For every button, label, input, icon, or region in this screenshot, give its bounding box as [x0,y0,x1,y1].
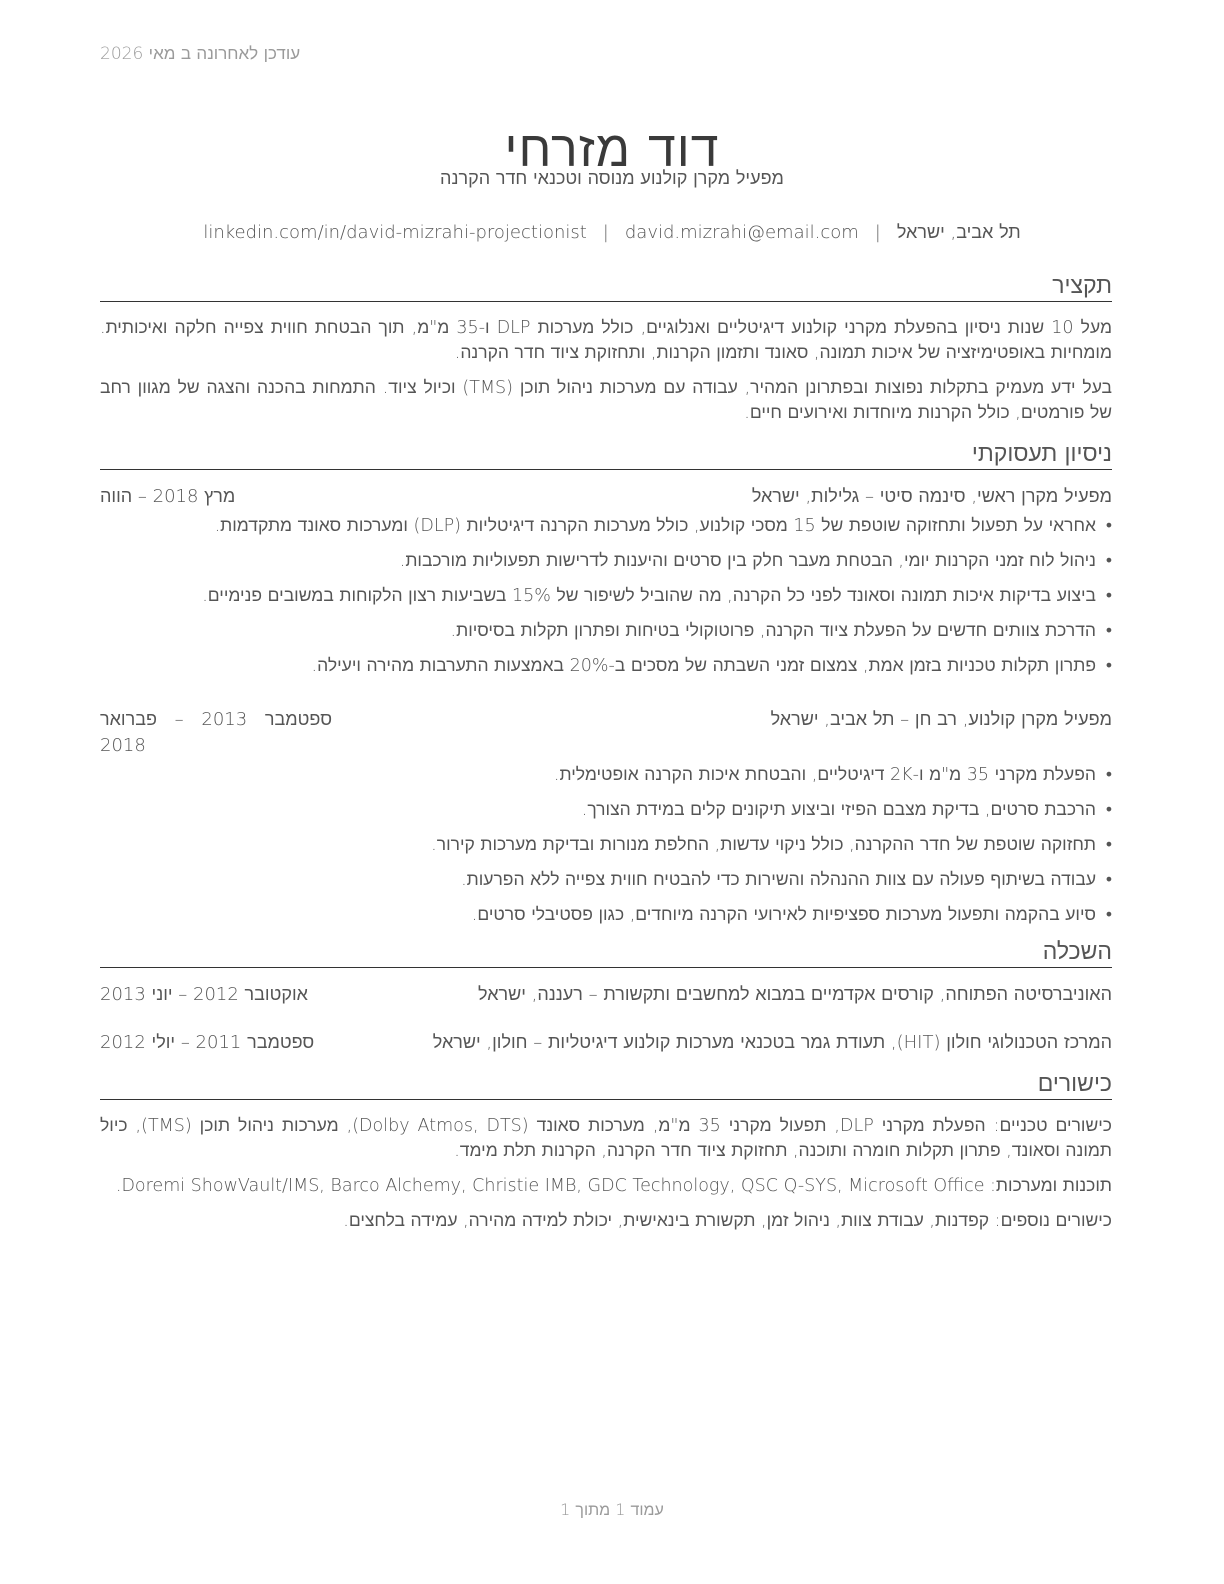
education-entry [100,1030,1112,1056]
page-number: עמוד 1 מתוך 1 [560,1500,664,1519]
contact-separator: | [874,222,881,243]
job-title: מפעיל מקרן ראשי, סינמה סיטי – גלילות, ישראל [751,486,1112,507]
list-item: • אחראי על תפעול ותחזוקה שוטפת של 15 מסכי קולנוע, כולל מערכות הקרנה דיגיטליות (DLP) ומערכות סאונד מתקדמות. [100,514,1112,539]
job-bullets [100,763,1112,928]
list-item: • הפעלת מקרני 35 מ"מ ו-2K דיגיטליים, והבטחת איכות הקרנה אופטימלית. [100,763,1112,788]
job-entry [100,707,1112,928]
summary-paragraph: בעל ידע מעמיק בתקלות נפוצות ובפתרונן המהיר, עבודה עם מערכות ניהול תוכן (TMS) וכיול ציוד. התמחות בהכנה והצגה של מגוון רחב של פורמטים, כולל הקרנות מיוחדות ואירועים חיים. [100,378,1112,423]
contact-line [0,222,1224,243]
skills-line: כישורים טכניים: הפעלת מקרני DLP, תפעול מקרני 35 מ"מ, מערכות סאונד (Dolby Atmos, DTS), מערכות ניהול תוכן (TMS), כיול תמונה וסאונד, פתרון תקלות חומרה ותוכנה, תחזוקת ציוד חדר הקרנה, הקרנות תלת מימד. [100,1116,1112,1161]
resume-name: דוד מזרחי [504,119,720,178]
job-header [100,707,1112,759]
list-item: • עבודה בשיתוף פעולה עם צוות ההנהלה והשירות כדי להבטיח חווית צפייה ללא הפרעות. [100,868,1112,893]
job-title: מפעיל מקרן קולנוע, רב חן – תל אביב, ישראל [770,709,1112,730]
education-entry [100,982,1112,1008]
section-title-education: השכלה [100,938,1112,968]
job-entry [100,484,1112,679]
contact-location: תל אביב, ישראל [896,222,1021,243]
job-header [100,484,1112,510]
section-title-skills: כישורים [100,1070,1112,1100]
resume-body [100,272,1112,1234]
experience-section [100,440,1112,928]
job-dates: ספטמבר 2013 – פברואר 2018 [100,709,332,756]
list-item: • הדרכת צוותים חדשים על הפעלת ציוד הקרנה, פרוטוקולי בטיחות ופתרון תקלות בסיסיות. [100,619,1112,644]
skills-line: כישורים נוספים: קפדנות, עבודת צוות, ניהול זמן, תקשורת בינאישית, יכולת למידה מהירה, עמידה בלחצים. [343,1211,1112,1231]
list-item: • פתרון תקלות טכניות בזמן אמת, צמצום זמני השבתה של מסכים ב-20% באמצעות התערבות מהירה ויעילה. [100,654,1112,679]
job-dates: מרץ 2018 – הווה [100,486,236,507]
contact-linkedin[interactable]: linkedin.com/in/david-mizrahi-projectionist [203,222,587,243]
list-item: • הרכבת סרטים, בדיקת מצבם הפיזי וביצוע תיקונים קלים במידת הצורך. [100,798,1112,823]
education-dates: ספטמבר 2011 – יולי 2012 [100,1032,315,1053]
list-item: • ניהול לוח זמני הקרנות יומי, הבטחת מעבר חלק בין סרטים והיענות לדרישות תפעוליות מורכבות. [100,549,1112,574]
contact-separator: | [602,222,609,243]
list-item: • תחזוקה שוטפת של חדר ההקרנה, כולל ניקוי עדשות, החלפת מנורות ובדיקת מערכות קירור. [100,833,1112,858]
summary-paragraph: מעל 10 שנות ניסיון בהפעלת מקרני קולנוע דיגיטליים ואנלוגיים, כולל מערכות DLP ו-35 מ"מ, תוך הבטחת חווית צפייה חלקה ואיכותית. מומחיות באופטימיזציה של איכות תמונה, סאונד ותזמון הקרנות, ותחזוקת ציוד חדר הקרנה. [100,318,1112,363]
summary-section [100,272,1112,426]
job-bullets [100,514,1112,679]
skills-section [100,1070,1112,1234]
education-dates: אוקטובר 2012 – יוני 2013 [100,984,308,1005]
skills-body [100,1100,1112,1234]
education-title: האוניברסיטה הפתוחה, קורסים אקדמיים במבוא למחשבים ותקשורת – רעננה, ישראל [478,984,1112,1005]
summary-body [100,302,1112,426]
education-title: המרכז הטכנולוגי חולון (HIT), תעודת גמר בטכנאי מערכות קולנוע דיגיטליות – חולון, ישראל [432,1032,1112,1053]
section-title-experience: ניסיון תעסוקתי [100,440,1112,470]
last-updated: עודכן לאחרונה ב מאי 2026 [100,44,301,64]
contact-email[interactable]: david.mizrahi@email.com [624,222,859,243]
education-section [100,938,1112,1056]
list-item: • סיוע בהקמה ותפעול מערכות ספציפיות לאירועי הקרנה מיוחדים, כגון פסטיבלי סרטים. [100,903,1112,928]
list-item: • ביצוע בדיקות איכות תמונה וסאונד לפני כל הקרנה, מה שהוביל לשיפור של 15% בשביעות רצון הלקוחות במשובים פנימיים. [100,584,1112,609]
resume-subtitle: מפעיל מקרן קולנוע מנוסה וטכנאי חדר הקרנה [440,168,784,189]
section-title-summary: תקציר [100,272,1112,302]
skills-line: תוכנות ומערכות: Doremi ShowVault/IMS, Barco Alchemy, Christie IMB, GDC Technology, QSC Q-SYS, Microsoft Office. [115,1176,1112,1196]
